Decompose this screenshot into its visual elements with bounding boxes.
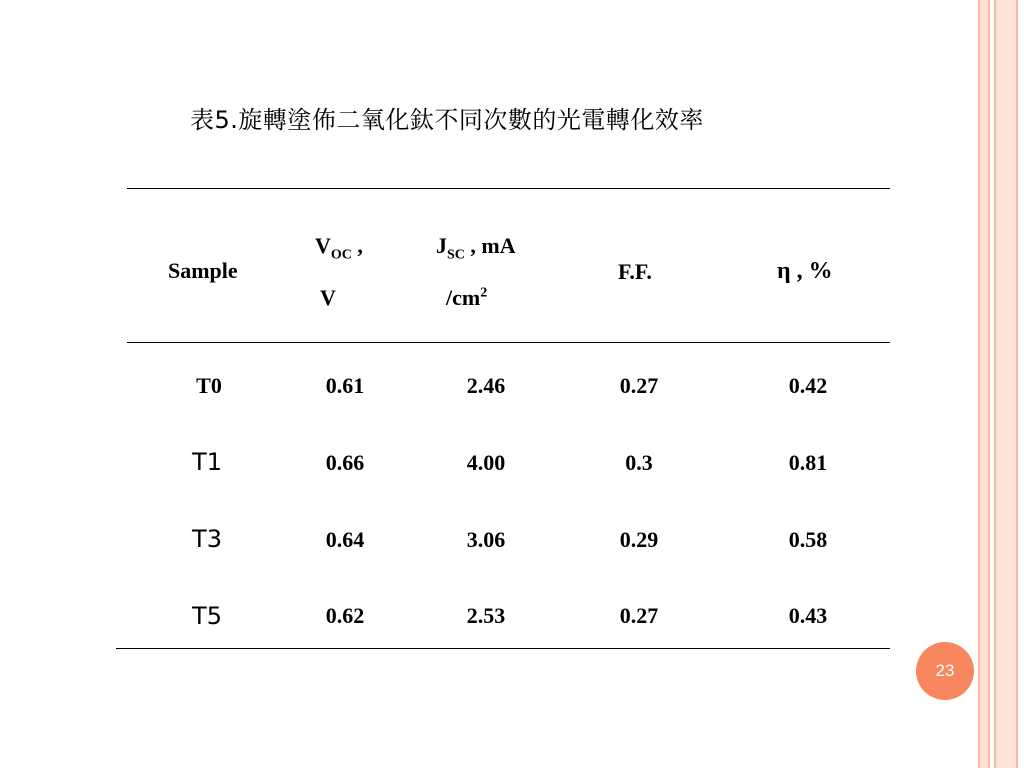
cell-sample: T0 <box>196 373 222 398</box>
table-bottom-rule <box>116 648 890 649</box>
page-number-badge: 23 <box>916 642 974 700</box>
cell-jsc: 2.46 <box>466 373 506 398</box>
table-header-rule <box>127 342 890 343</box>
cell-eta: 0.43 <box>788 603 828 628</box>
header-sample: Sample <box>168 258 238 283</box>
cell-jsc: 4.00 <box>466 450 506 475</box>
cell-sample: T5 <box>192 602 222 630</box>
cell-voc: 0.64 <box>325 527 365 552</box>
decorative-stripe <box>980 0 988 768</box>
decorative-stripe <box>1018 0 1024 768</box>
header-voc-unit: V <box>320 285 336 310</box>
slide-title: 表5.旋轉塗佈二氧化鈦不同次數的光電轉化效率 <box>190 106 704 134</box>
cell-ff: 0.3 <box>625 450 653 475</box>
cell-ff: 0.27 <box>619 373 659 398</box>
decorative-stripe <box>996 0 1016 768</box>
header-voc: $V_{OC}$ , <box>315 233 363 263</box>
cell-voc: 0.61 <box>325 373 365 398</box>
header-jsc-unit: $/cm^2$ <box>446 285 488 310</box>
cell-jsc: 3.06 <box>466 527 506 552</box>
cell-ff: 0.29 <box>619 527 659 552</box>
cell-eta: 0.42 <box>788 373 828 398</box>
cell-sample: T3 <box>192 525 222 553</box>
cell-eta: 0.81 <box>788 450 828 475</box>
cell-eta: 0.58 <box>788 527 828 552</box>
header-ff: F.F. <box>618 259 652 284</box>
header-eta: η , % <box>777 258 833 284</box>
cell-jsc: 2.53 <box>466 603 506 628</box>
cell-sample: T1 <box>192 448 222 476</box>
table-top-rule <box>127 188 890 189</box>
cell-voc: 0.66 <box>325 450 365 475</box>
cell-voc: 0.62 <box>325 603 365 628</box>
header-jsc: $J_{SC}$ , mA <box>436 233 516 263</box>
cell-ff: 0.27 <box>619 603 659 628</box>
